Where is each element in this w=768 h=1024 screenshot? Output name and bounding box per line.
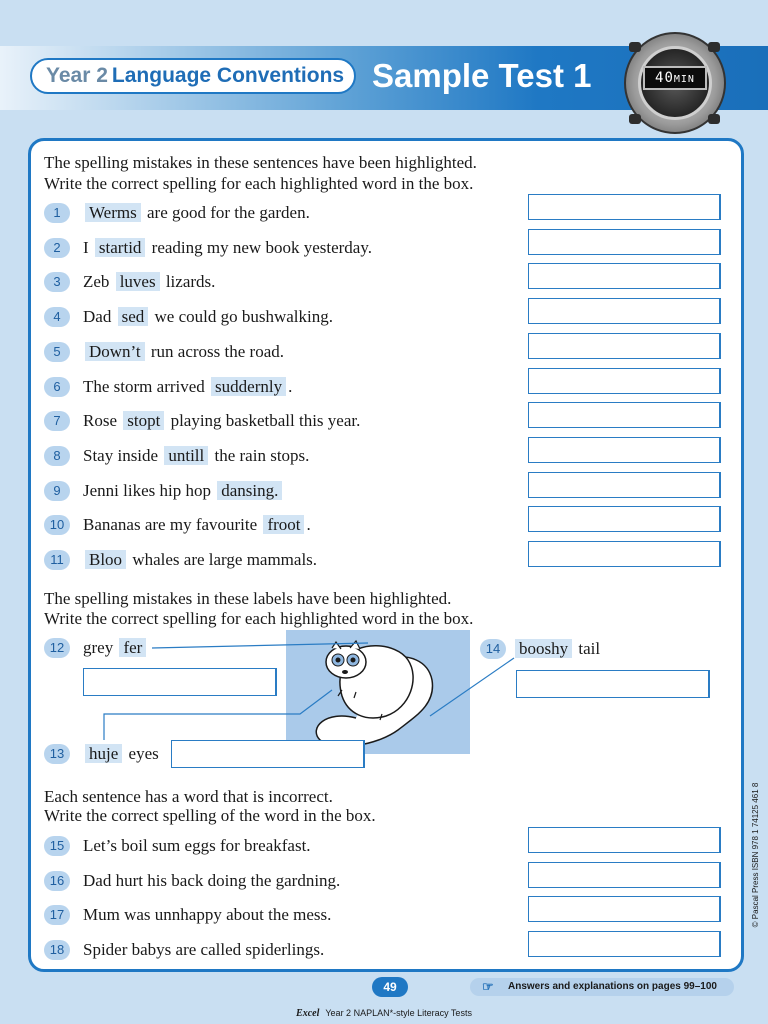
- question-sentence: Dad hurt his back doing the gardning.: [83, 870, 341, 890]
- question-number: 9: [44, 481, 70, 501]
- section1-instruction-1: The spelling mistakes in these sentences have been highlighted.: [44, 153, 477, 172]
- question-sentence: Let’s boil sum eggs for breakfast.: [83, 836, 311, 855]
- sentence-before: Stay inside: [83, 445, 159, 465]
- question-number: 14: [480, 639, 506, 659]
- section2-instruction-2: Write the correct spelling for each highlighted word in the box.: [44, 609, 474, 628]
- section3-instruction-2: Write the correct spelling of the word in the box.: [44, 806, 376, 825]
- pointing-hand-icon: ☞: [482, 979, 494, 994]
- question-number: 5: [44, 342, 70, 362]
- question-number: 13: [44, 744, 70, 764]
- highlighted-word: Down’t: [85, 342, 145, 361]
- sentence-after: the rain stops.: [214, 445, 310, 465]
- sentence-before: Jenni likes hip hop: [83, 480, 211, 500]
- question-number: 2: [44, 238, 70, 258]
- sentence-after: we could go bushwalking.: [154, 307, 333, 327]
- question-number: 16: [44, 871, 70, 891]
- highlighted-word: dansing.: [217, 481, 282, 500]
- footer-book-title: Year 2 NAPLAN*-style Literacy Tests: [325, 1008, 472, 1018]
- answer-box-15[interactable]: [528, 827, 721, 853]
- question-number: 18: [44, 940, 70, 960]
- sentence-after: reading my new book yesterday.: [151, 237, 372, 257]
- question-number: 12: [44, 638, 70, 658]
- highlighted-word: fer: [119, 638, 146, 657]
- answer-box-16[interactable]: [528, 862, 721, 888]
- question-number: 1: [44, 203, 70, 223]
- label-after: eyes: [128, 744, 159, 763]
- question-sentence: Mum was unnhappy about the mess.: [83, 905, 332, 925]
- label-text: [83, 742, 159, 766]
- highlighted-word: startid: [95, 238, 146, 257]
- highlighted-word: Werms: [85, 203, 141, 222]
- answer-box-18[interactable]: [528, 931, 721, 957]
- highlighted-word: froot: [263, 515, 304, 534]
- label-after: tail: [578, 639, 601, 658]
- question-number: 10: [44, 515, 70, 535]
- sentence-before: The storm arrived: [83, 376, 205, 396]
- footer-brand: Excel: [296, 1008, 320, 1019]
- timer-value: 40: [655, 70, 674, 86]
- page-title: Sample Test 1: [372, 57, 592, 94]
- sentence-after: playing basketball this year.: [170, 411, 361, 431]
- sentence-after: .: [288, 376, 293, 396]
- section1-instruction-2: Write the correct spelling for each highlighted word in the box.: [44, 174, 474, 193]
- question-number: 7: [44, 411, 70, 431]
- sentence-before: Dad: [83, 307, 112, 327]
- isbn-text: © Pascal Press ISBN 978 1 74125 461 8: [751, 782, 760, 928]
- header-subject: Language Conventions: [111, 64, 345, 87]
- answers-reference[interactable]: [470, 978, 734, 996]
- sentence-before: Bananas are my favourite: [83, 515, 258, 535]
- question-number: 4: [44, 307, 70, 327]
- highlighted-word: Bloo: [85, 550, 126, 569]
- highlighted-word: untill: [164, 446, 208, 465]
- sentence-after: whales are large mammals.: [132, 550, 318, 569]
- highlighted-word: booshy: [515, 639, 572, 658]
- question-number: 3: [44, 272, 70, 292]
- question-number: 15: [44, 836, 70, 856]
- footer-book-line: [0, 1006, 768, 1021]
- answers-text: Answers and explanations on pages 99–100: [508, 981, 717, 992]
- sentence-after: .: [306, 515, 311, 535]
- sentence-after: are good for the garden.: [146, 203, 310, 222]
- label-before: grey: [83, 638, 114, 657]
- highlighted-word: suddernly: [211, 377, 286, 396]
- highlighted-word: huje: [85, 744, 122, 763]
- highlighted-word: stopt: [123, 411, 164, 430]
- question-number: 17: [44, 905, 70, 925]
- sentence-after: run across the road.: [150, 341, 285, 361]
- isbn-vertical: [749, 770, 763, 940]
- question-number: 8: [44, 446, 70, 466]
- question-number: 11: [44, 550, 70, 570]
- section2-instruction-1: The spelling mistakes in these labels have been highlighted.: [44, 589, 452, 608]
- sentence-before: Rose: [83, 411, 117, 431]
- label-text: [513, 637, 600, 661]
- page-number: 49: [372, 977, 408, 997]
- header-year: Year 2: [46, 64, 108, 87]
- highlighted-word: sed: [118, 307, 149, 326]
- section3-instruction-1: Each sentence has a word that is incorrect.: [44, 787, 333, 806]
- highlighted-word: luves: [116, 272, 160, 291]
- timer-unit: MIN: [673, 74, 695, 85]
- sentence-after: lizards.: [165, 272, 216, 292]
- sentence-before: I: [83, 237, 89, 257]
- question-sentence: Spider babys are called spiderlings.: [83, 940, 325, 960]
- question-number: 6: [44, 377, 70, 397]
- answer-box-13[interactable]: [171, 740, 365, 768]
- sentence-before: Zeb: [83, 272, 110, 292]
- answer-box-17[interactable]: [528, 896, 721, 922]
- answer-box-14[interactable]: [516, 670, 710, 698]
